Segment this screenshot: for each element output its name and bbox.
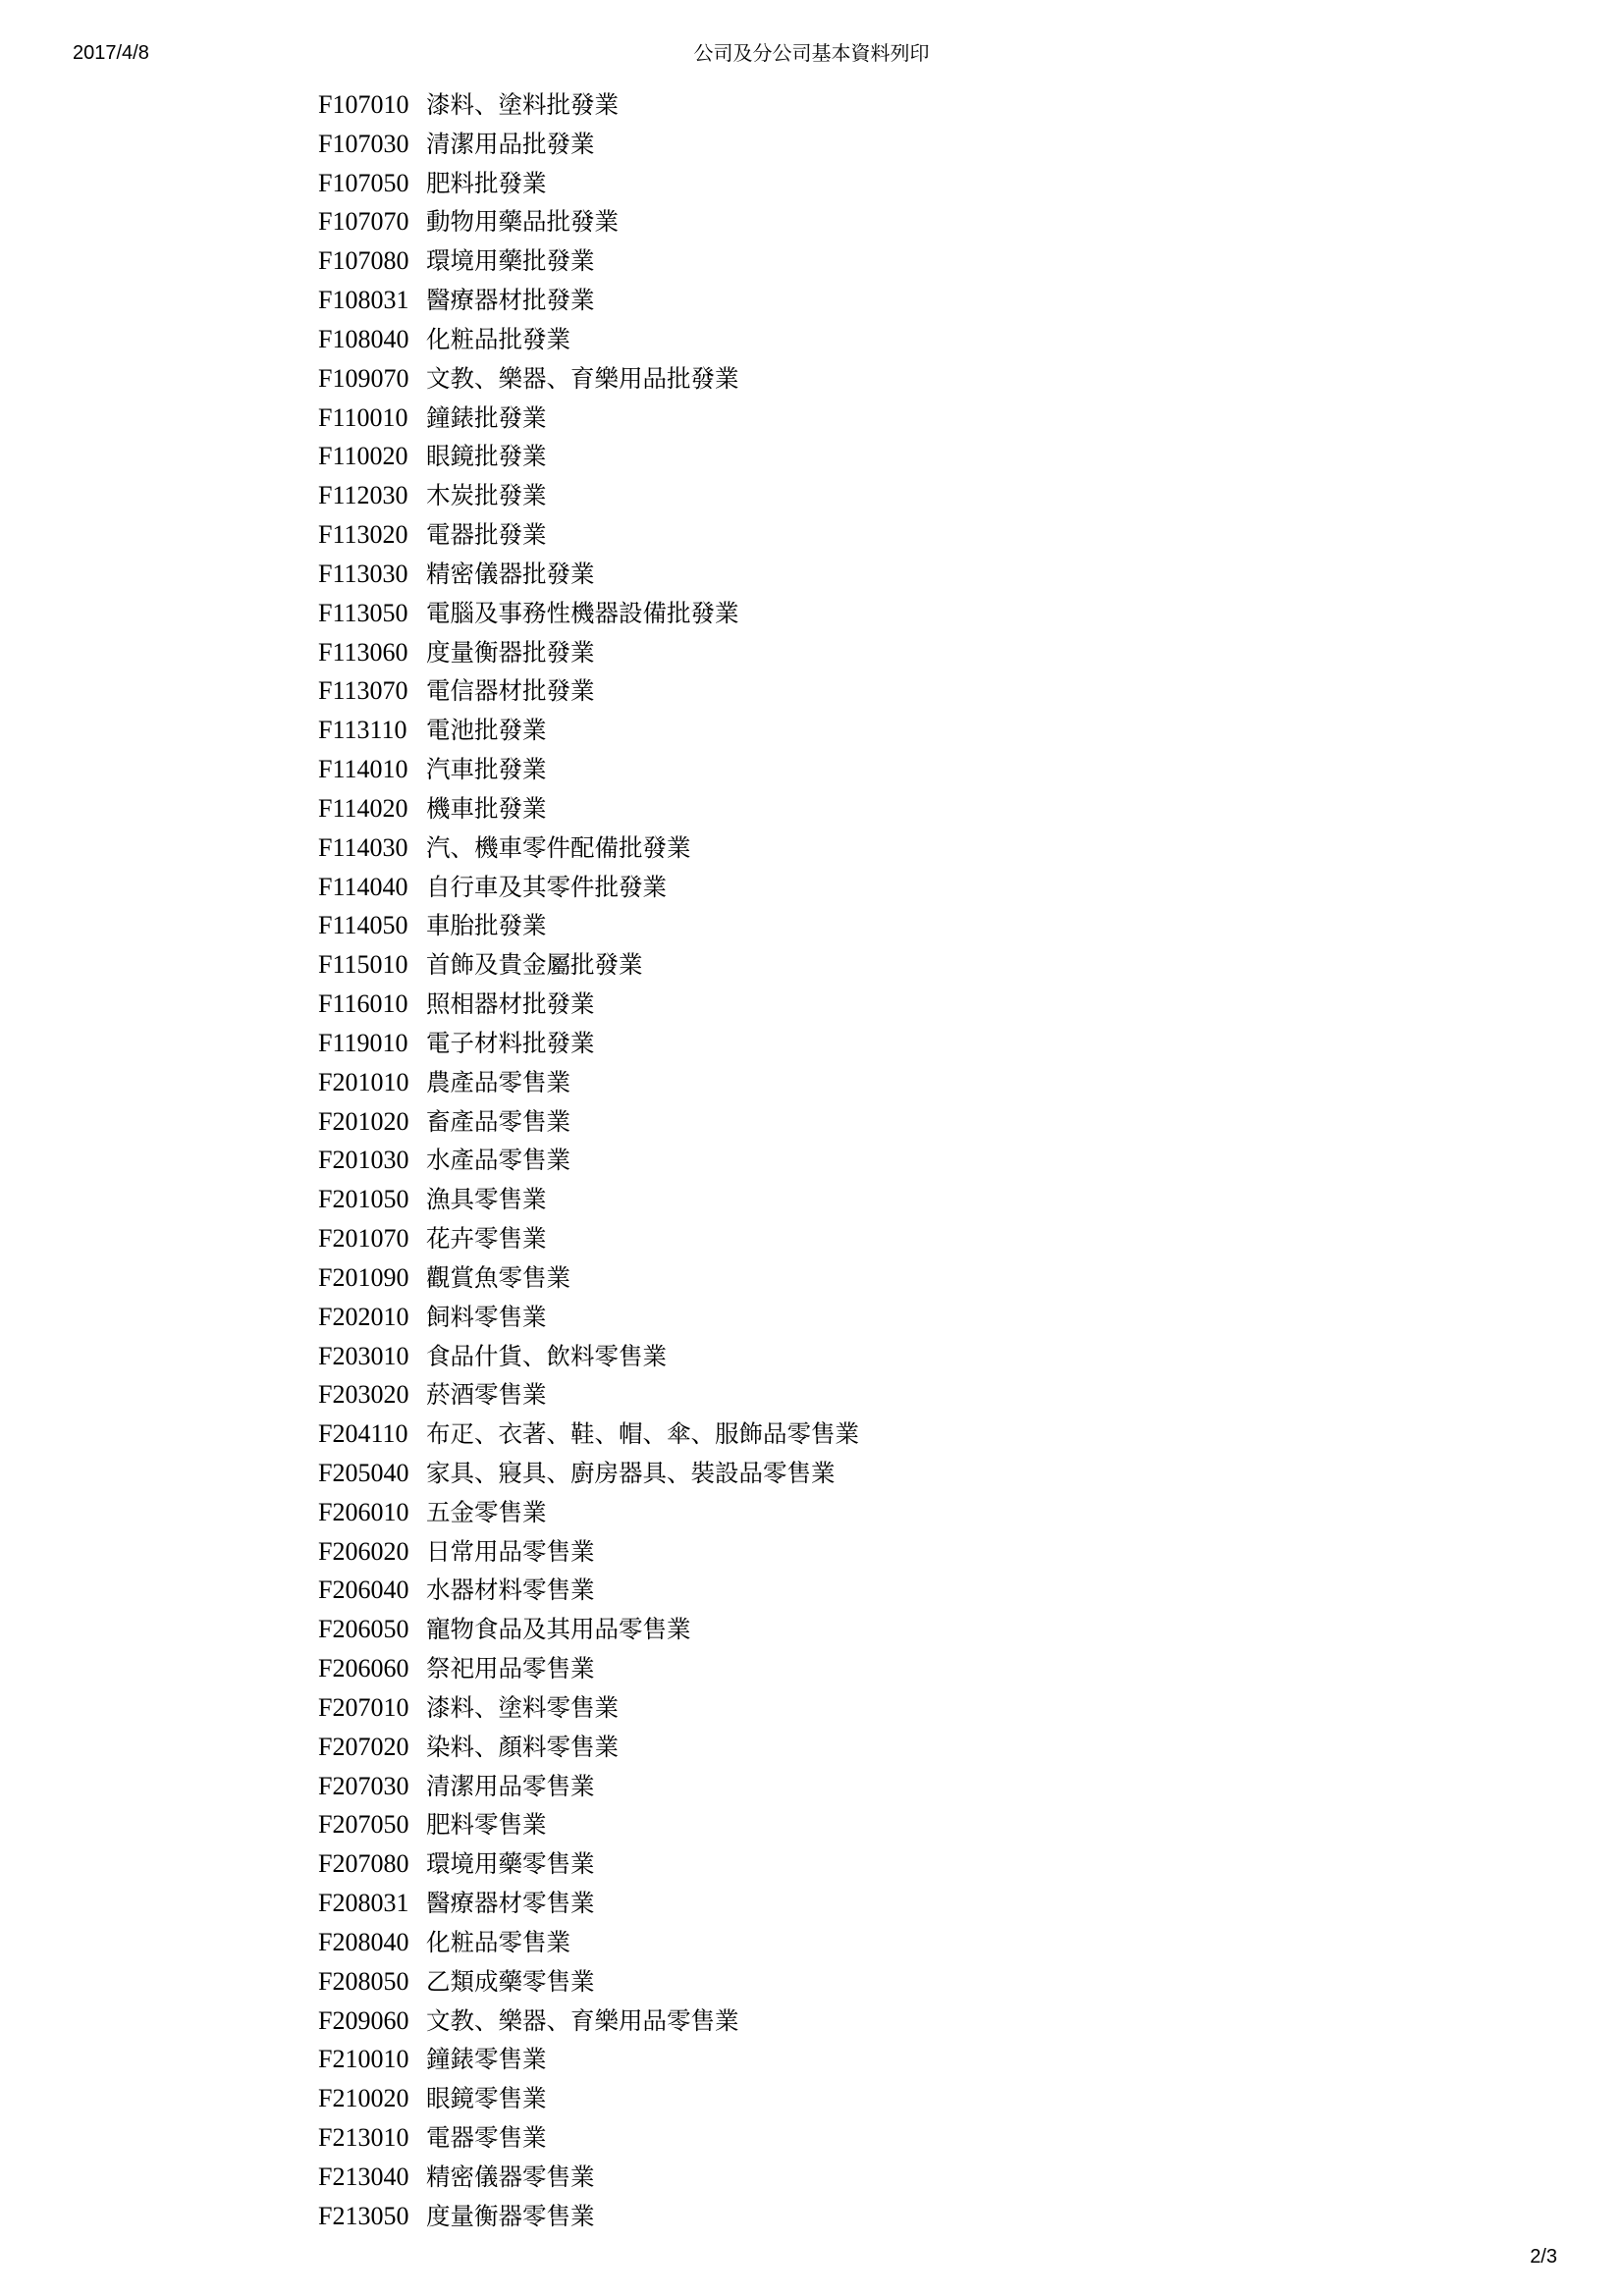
business-description: 首飾及貴金屬批發業 xyxy=(426,950,643,980)
list-item xyxy=(318,2197,859,2236)
business-code: F201090 xyxy=(318,1262,409,1292)
business-description: 度量衡器批發業 xyxy=(426,637,595,667)
list-item xyxy=(318,241,859,281)
list-item xyxy=(318,985,859,1024)
business-description: 電腦及事務性機器設備批發業 xyxy=(426,598,739,627)
business-code: F109070 xyxy=(318,363,409,393)
list-item xyxy=(318,906,859,945)
list-item xyxy=(318,945,859,985)
business-description: 環境用藥批發業 xyxy=(426,246,595,276)
business-code: F107070 xyxy=(318,207,409,237)
list-item xyxy=(318,1688,859,1728)
business-description: 水器材料零售業 xyxy=(426,1575,595,1605)
list-item xyxy=(318,1649,859,1688)
business-description: 肥料批發業 xyxy=(426,168,547,197)
business-description: 漆料、塗料零售業 xyxy=(426,1692,619,1722)
list-item xyxy=(318,2118,859,2158)
list-item xyxy=(318,476,859,515)
business-description: 木炭批發業 xyxy=(426,481,547,510)
business-description: 電池批發業 xyxy=(426,716,547,745)
list-item xyxy=(318,2040,859,2079)
business-code: F205040 xyxy=(318,1458,409,1487)
business-code: F113110 xyxy=(318,716,407,745)
business-code: F113060 xyxy=(318,637,408,667)
business-code: F108031 xyxy=(318,286,409,315)
business-description: 醫療器材批發業 xyxy=(426,286,595,315)
page-number: 2/3 xyxy=(1530,2246,1557,2268)
business-code: F201070 xyxy=(318,1224,409,1254)
list-item xyxy=(318,1767,859,1806)
print-date: 2017/4/8 xyxy=(73,42,149,64)
business-description: 農產品零售業 xyxy=(426,1067,570,1096)
business-code: F206040 xyxy=(318,1575,409,1605)
business-description: 電器批發業 xyxy=(426,520,547,550)
business-code: F204110 xyxy=(318,1419,408,1449)
business-description: 漆料、塗料批發業 xyxy=(426,90,619,119)
list-item xyxy=(318,320,859,359)
page-title: 公司及分公司基本資料列印 xyxy=(693,41,930,65)
business-code: F202010 xyxy=(318,1302,409,1331)
list-item xyxy=(318,281,859,320)
business-description: 乙類成藥零售業 xyxy=(426,1966,595,1996)
business-code: F108040 xyxy=(318,324,409,353)
business-code: F206050 xyxy=(318,1615,409,1644)
list-item xyxy=(318,359,859,399)
list-item xyxy=(318,1258,859,1298)
list-item xyxy=(318,1219,859,1258)
business-description: 家具、寢具、廚房器具、裝設品零售業 xyxy=(426,1458,836,1487)
list-item xyxy=(318,828,859,868)
business-code: F206060 xyxy=(318,1654,409,1683)
business-code: F113050 xyxy=(318,598,408,627)
business-code: F203020 xyxy=(318,1380,409,1410)
business-description: 汽車批發業 xyxy=(426,755,547,784)
business-code: F203010 xyxy=(318,1341,409,1370)
business-description: 醫療器材零售業 xyxy=(426,1889,595,1918)
list-item xyxy=(318,868,859,907)
business-description: 水產品零售業 xyxy=(426,1146,570,1175)
business-code: F208040 xyxy=(318,1927,409,1956)
business-code: F206010 xyxy=(318,1497,409,1526)
business-description: 漁具零售業 xyxy=(426,1185,547,1214)
business-code: F115010 xyxy=(318,950,408,980)
list-item xyxy=(318,750,859,789)
business-code: F206020 xyxy=(318,1536,409,1566)
business-description: 日常用品零售業 xyxy=(426,1536,595,1566)
business-description: 觀賞魚零售業 xyxy=(426,1262,570,1292)
business-code: F201020 xyxy=(318,1106,409,1136)
list-item xyxy=(318,1375,859,1415)
business-description: 花卉零售業 xyxy=(426,1224,547,1254)
list-item xyxy=(318,633,859,672)
business-code: F201050 xyxy=(318,1185,409,1214)
business-description: 照相器材批發業 xyxy=(426,989,595,1019)
business-code: F107030 xyxy=(318,129,409,158)
business-code: F114050 xyxy=(318,911,408,940)
list-item xyxy=(318,202,859,241)
business-description: 電子材料批發業 xyxy=(426,1028,595,1057)
list-item xyxy=(318,1415,859,1454)
business-description: 染料、顏料零售業 xyxy=(426,1732,619,1761)
list-item xyxy=(318,1962,859,2002)
business-description: 環境用藥零售業 xyxy=(426,1849,595,1879)
list-item xyxy=(318,125,859,164)
business-code: F114020 xyxy=(318,793,408,823)
list-item xyxy=(318,1454,859,1493)
business-description: 眼鏡批發業 xyxy=(426,442,547,471)
list-item xyxy=(318,594,859,633)
business-item-list xyxy=(318,85,859,2236)
business-code: F110010 xyxy=(318,402,408,432)
list-item xyxy=(318,1805,859,1844)
business-code: F107010 xyxy=(318,90,409,119)
business-description: 肥料零售業 xyxy=(426,1810,547,1840)
business-code: F208031 xyxy=(318,1889,409,1918)
business-description: 電信器材批發業 xyxy=(426,676,595,706)
business-description: 清潔用品零售業 xyxy=(426,1771,595,1800)
business-description: 化粧品批發業 xyxy=(426,324,570,353)
business-code: F208050 xyxy=(318,1966,409,1996)
business-code: F114030 xyxy=(318,832,408,862)
business-code: F201030 xyxy=(318,1146,409,1175)
business-description: 機車批發業 xyxy=(426,793,547,823)
list-item xyxy=(318,164,859,203)
business-description: 菸酒零售業 xyxy=(426,1380,547,1410)
business-code: F207050 xyxy=(318,1810,409,1840)
list-item xyxy=(318,1024,859,1063)
list-item xyxy=(318,399,859,438)
list-item xyxy=(318,1063,859,1102)
business-description: 布疋、衣著、鞋、帽、傘、服飾品零售業 xyxy=(426,1419,859,1449)
business-code: F113020 xyxy=(318,520,408,550)
business-description: 文教、樂器、育樂用品零售業 xyxy=(426,2005,739,2035)
list-item xyxy=(318,1532,859,1572)
business-description: 眼鏡零售業 xyxy=(426,2084,547,2113)
business-code: F107050 xyxy=(318,168,409,197)
list-item xyxy=(318,1102,859,1142)
business-description: 食品什貨、飲料零售業 xyxy=(426,1341,667,1370)
business-code: F201010 xyxy=(318,1067,409,1096)
business-description: 清潔用品批發業 xyxy=(426,129,595,158)
list-item xyxy=(318,1728,859,1767)
business-description: 精密儀器批發業 xyxy=(426,559,595,588)
business-code: F209060 xyxy=(318,2005,409,2035)
business-description: 鐘錶批發業 xyxy=(426,402,547,432)
business-code: F207020 xyxy=(318,1732,409,1761)
list-item xyxy=(318,671,859,711)
business-code: F207030 xyxy=(318,1771,409,1800)
business-description: 度量衡器零售業 xyxy=(426,2201,595,2230)
business-description: 動物用藥品批發業 xyxy=(426,207,619,237)
list-item xyxy=(318,1141,859,1180)
business-description: 汽、機車零件配備批發業 xyxy=(426,832,691,862)
business-code: F210020 xyxy=(318,2084,409,2113)
list-item xyxy=(318,1180,859,1219)
business-code: F112030 xyxy=(318,481,408,510)
business-code: F114010 xyxy=(318,755,408,784)
list-item xyxy=(318,2158,859,2197)
list-item xyxy=(318,437,859,476)
business-code: F213050 xyxy=(318,2201,409,2230)
business-description: 化粧品零售業 xyxy=(426,1927,570,1956)
business-code: F207080 xyxy=(318,1849,409,1879)
list-item xyxy=(318,1884,859,1923)
business-description: 精密儀器零售業 xyxy=(426,2162,595,2191)
business-code: F210010 xyxy=(318,2045,409,2074)
list-item xyxy=(318,555,859,594)
list-item xyxy=(318,711,859,750)
business-code: F116010 xyxy=(318,989,408,1019)
list-item xyxy=(318,1923,859,1962)
list-item xyxy=(318,85,859,125)
business-description: 電器零售業 xyxy=(426,2123,547,2153)
business-description: 自行車及其零件批發業 xyxy=(426,872,667,901)
business-code: F213010 xyxy=(318,2123,409,2153)
list-item xyxy=(318,515,859,555)
business-code: F110020 xyxy=(318,442,408,471)
list-item xyxy=(318,1337,859,1376)
business-code: F119010 xyxy=(318,1028,408,1057)
business-code: F107080 xyxy=(318,246,409,276)
list-item xyxy=(318,1610,859,1649)
list-item xyxy=(318,1844,859,1884)
business-description: 五金零售業 xyxy=(426,1497,547,1526)
business-code: F207010 xyxy=(318,1692,409,1722)
list-item xyxy=(318,2002,859,2041)
business-code: F213040 xyxy=(318,2162,409,2191)
list-item xyxy=(318,1571,859,1610)
list-item xyxy=(318,1493,859,1532)
list-item xyxy=(318,2079,859,2118)
business-description: 飼料零售業 xyxy=(426,1302,547,1331)
business-code: F113030 xyxy=(318,559,408,588)
business-description: 鐘錶零售業 xyxy=(426,2045,547,2074)
list-item xyxy=(318,789,859,828)
business-description: 車胎批發業 xyxy=(426,911,547,940)
business-description: 祭祀用品零售業 xyxy=(426,1654,595,1683)
business-description: 文教、樂器、育樂用品批發業 xyxy=(426,363,739,393)
business-code: F114040 xyxy=(318,872,408,901)
business-code: F113070 xyxy=(318,676,408,706)
business-description: 畜產品零售業 xyxy=(426,1106,570,1136)
list-item xyxy=(318,1298,859,1337)
business-description: 寵物食品及其用品零售業 xyxy=(426,1615,691,1644)
